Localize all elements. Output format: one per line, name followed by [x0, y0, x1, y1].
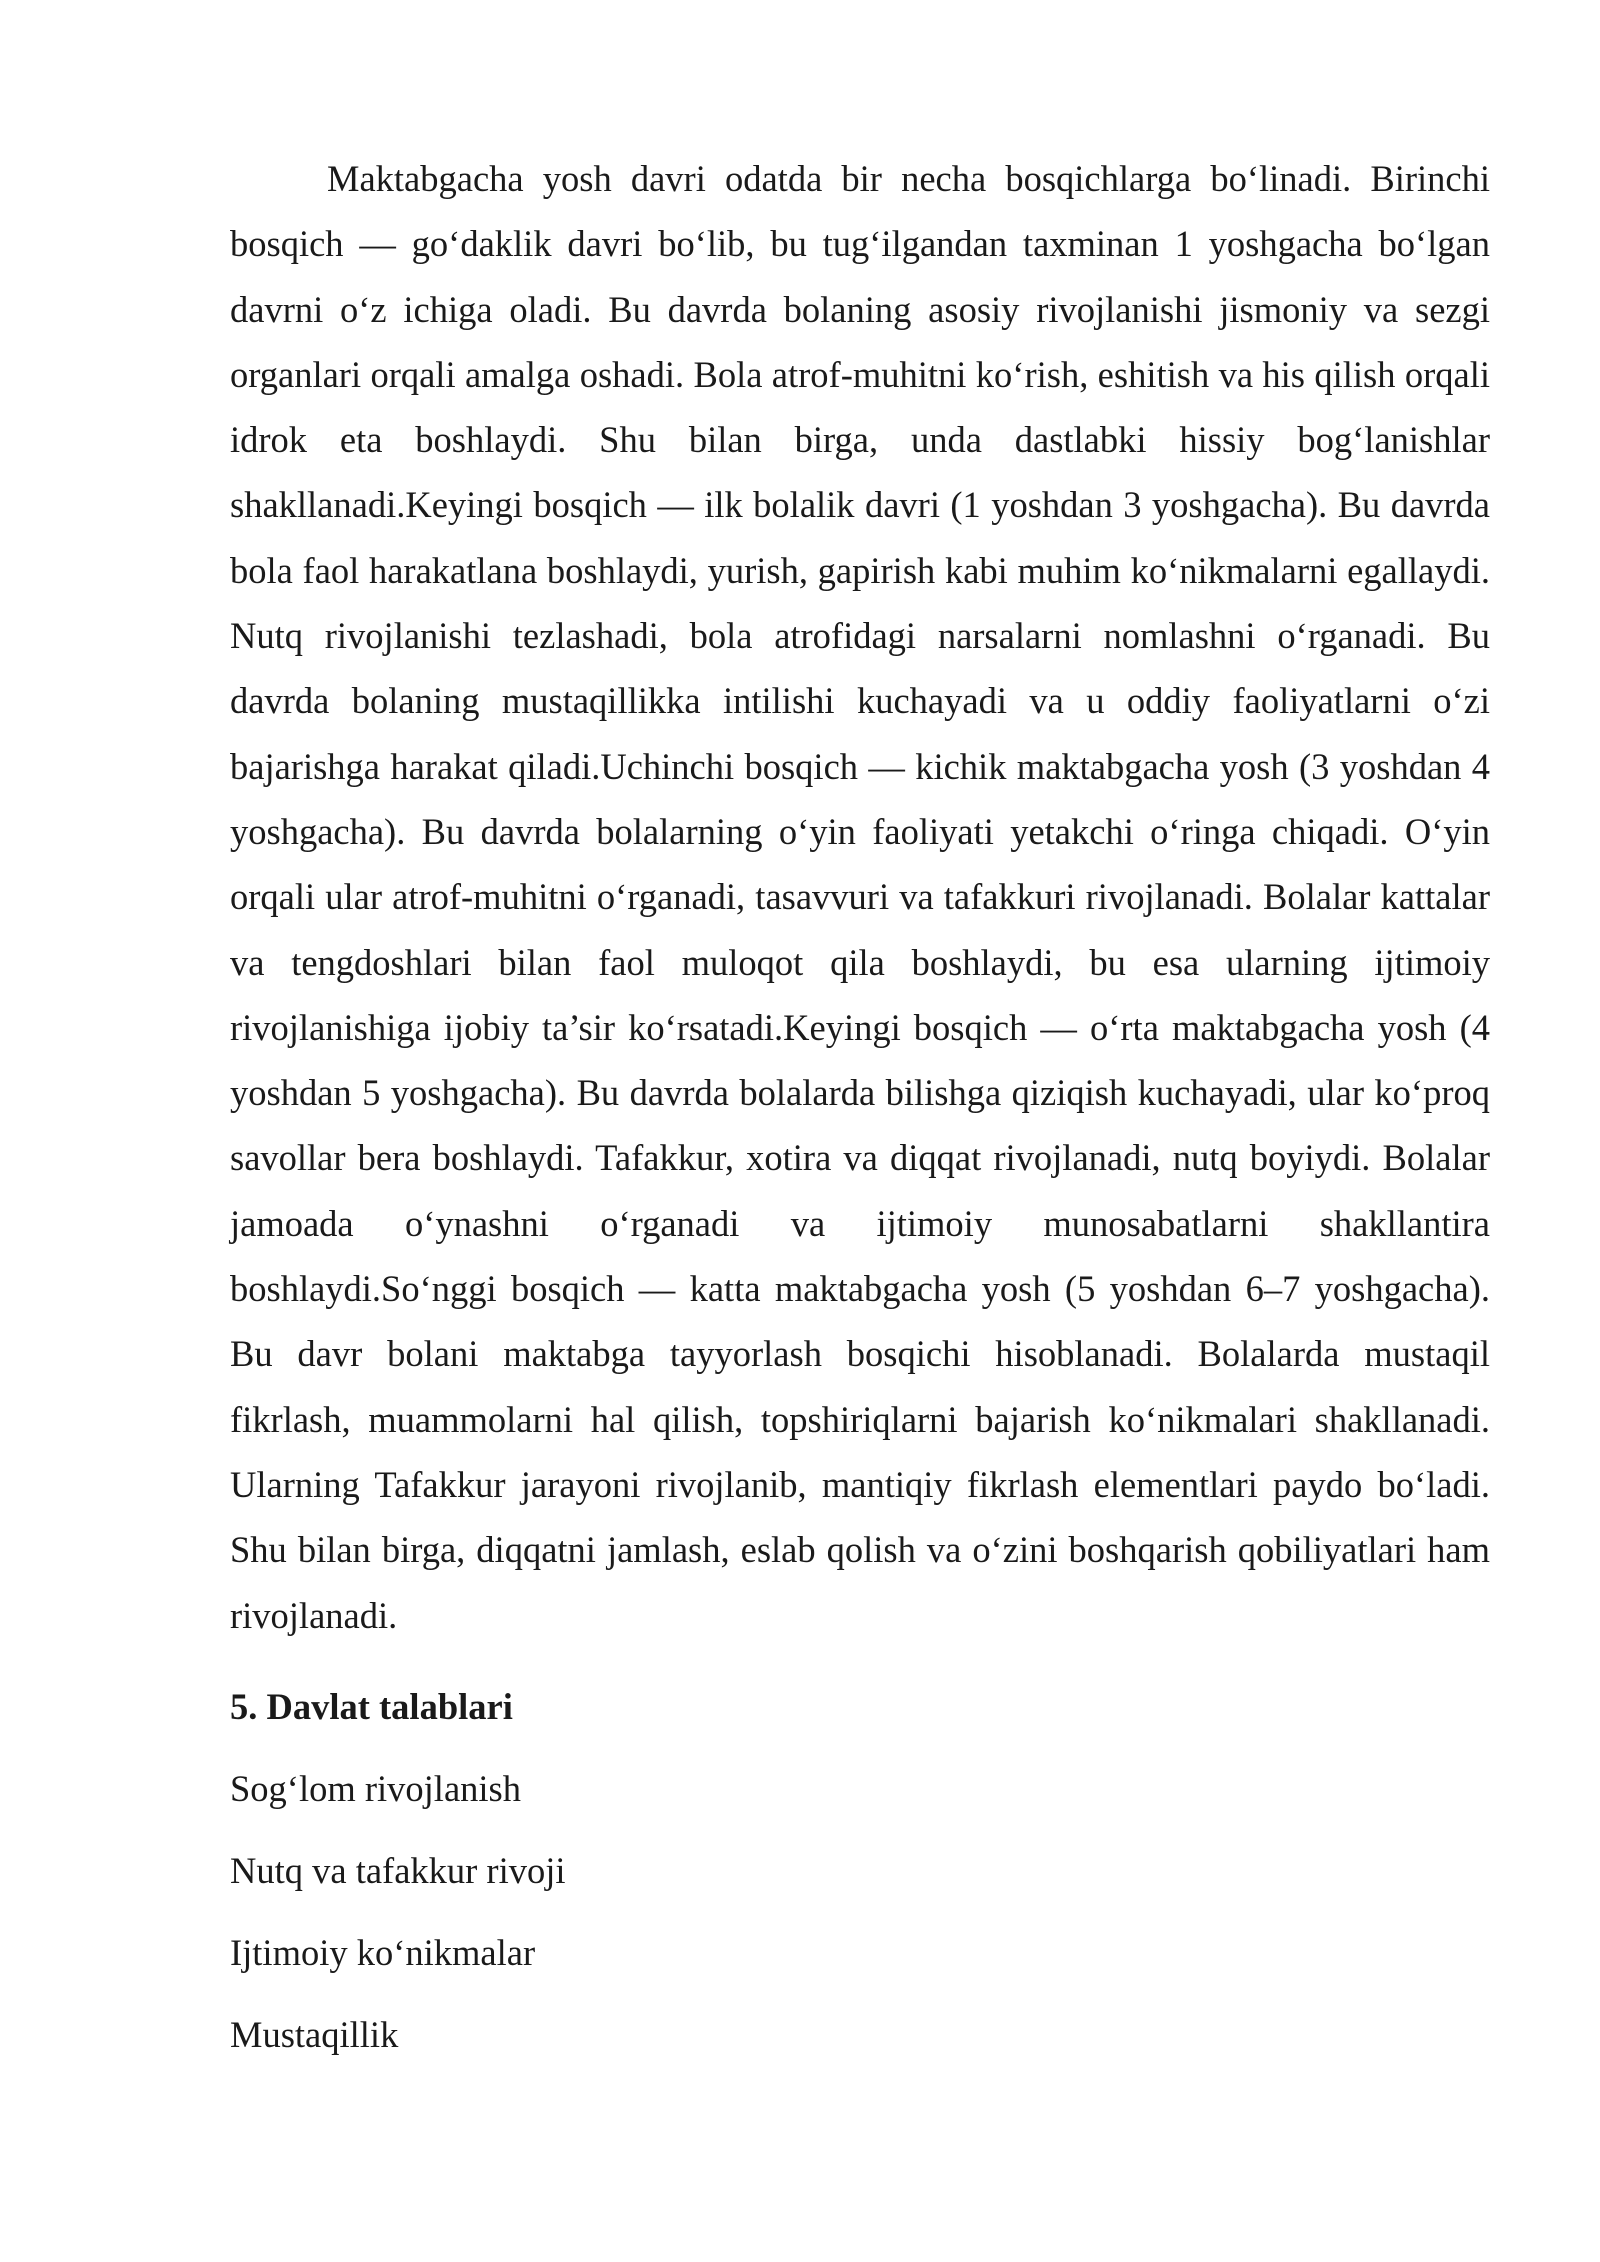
requirement-item: Sog‘lom rivojlanish [230, 1768, 521, 1809]
requirements-list [230, 1764, 566, 2092]
section-heading: 5. Davlat talablari [230, 1686, 513, 1727]
requirement-item: Nutq va tafakkur rivoji [230, 1850, 566, 1891]
requirement-item: Ijtimoiy ko‘nikmalar [230, 1932, 536, 1973]
requirement-item: Mustaqillik [230, 2014, 399, 2055]
body-paragraph: Maktabgacha yosh davri odatda bir necha bosqichlarga bo‘linadi. Birinchi bosqich — go‘daklik davri bo‘lib, bu tug‘ilgandan taxminan 1 yoshgacha bo‘lgan davrni o‘z ichiga oladi. Bu davrda bolaning asosiy rivojlanishi jismoniy va sezgi organlari orqali amalga oshadi. Bola atrof-muhitni ko‘rish, eshitish va his qilish orqali idrok eta boshlaydi. Shu bilan birga, unda dastlabki hissiy bog‘lanishlar shakllanadi.Keyingi bosqich — ilk bolalik davri (1 yoshdan 3 yoshgacha). Bu davrda bola faol harakatlana boshlaydi, yurish, gapirish kabi muhim ko‘nikmalarni egallaydi. Nutq rivojlanishi tezlashadi, bola atrofidagi narsalarni nomlashni o‘rganadi. Bu davrda bolaning mustaqillikka intilishi kuchayadi va u oddiy faoliyatlarni o‘zi bajarishga harakat qiladi.Uchinchi bosqich — kichik maktabgacha yosh (3 yoshdan 4 yoshgacha). Bu davrda bolalarning o‘yin faoliyati yetakchi o‘ringa chiqadi. O‘yin orqali ular atrof-muhitni o‘rganadi, tasavvuri va tafakkuri rivojlanadi. Bolalar kattalar va tengdoshlari bilan faol muloqot qila boshlaydi, bu esa ularning ijtimoiy rivojlanishiga ijobiy ta’sir ko‘rsatadi.Keyingi bosqich — o‘rta maktabgacha yosh (4 yoshdan 5 yoshgacha). Bu davrda bolalarda bilishga qiziqish kuchayadi, ular ko‘proq savollar bera boshlaydi. Tafakkur, xotira va diqqat rivojlanadi, nutq boyiydi. Bolalar jamoada o‘ynashni o‘rganadi va ijtimoiy munosabatlarni shakllantira boshlaydi.So‘nggi bosqich — katta maktabgacha yosh (5 yoshdan 6–7 yoshgacha). Bu davr bolani maktabga tayyorlash bosqichi hisoblanadi. Bolalarda mustaqil fikrlash, muammolarni hal qilish, topshiriqlarni bajarish ko‘nikmalari shakllanadi. Ularning Tafakkur jarayoni rivojlanib, mantiqiy fikrlash elementlari paydo bo‘ladi. Shu bilan birga, diqqatni jamlash, eslab qolish va o‘zini boshqarish qobiliyatlari ham rivojlanadi. [230, 158, 1490, 1636]
